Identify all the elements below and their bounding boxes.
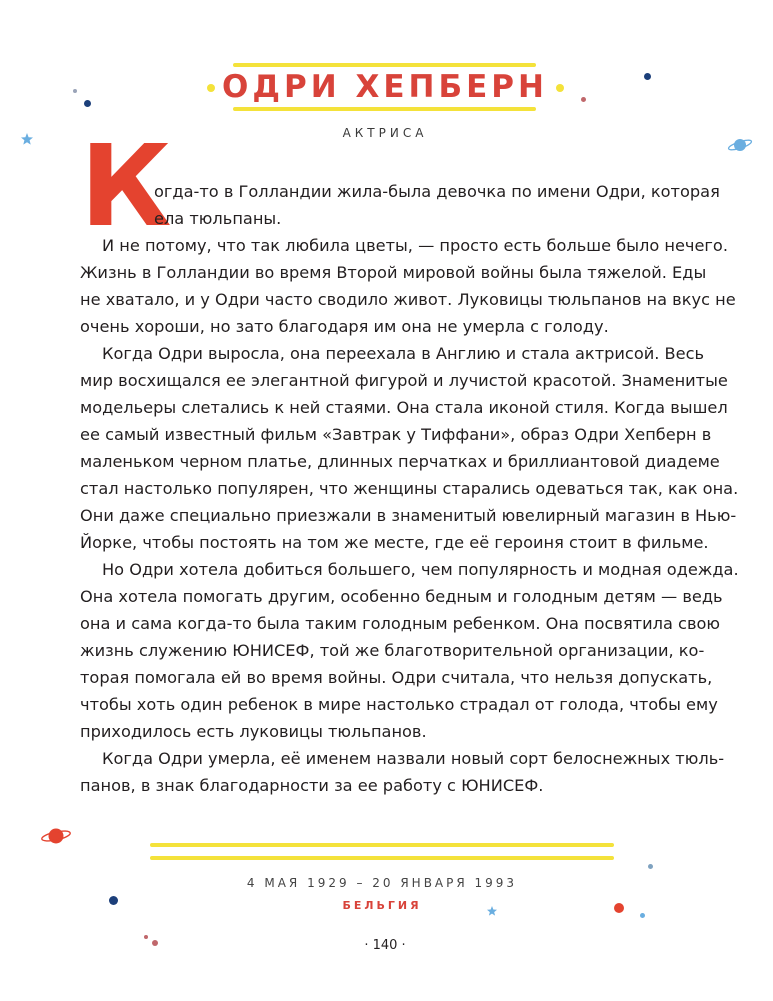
saturn-icon xyxy=(727,136,753,154)
country-label: БЕЛЬГИЯ xyxy=(342,899,422,912)
text-line: Жизнь в Голландии во время Второй мировой войны была тяжелой. Еды xyxy=(80,263,707,282)
text-line: модельеры слетались к ней стаями. Она стала иконой стиля. Когда вышел xyxy=(80,398,728,417)
planet-dot-icon xyxy=(84,100,91,107)
saturn-icon xyxy=(40,825,72,847)
footer-rule-top xyxy=(150,843,614,847)
page-number: · 140 · xyxy=(364,938,406,953)
text-line: чтобы хоть один ребенок в мире настолько страдал от голода, чтобы ему xyxy=(80,695,718,714)
text-line: очень хороши, но зато благодаря им она не умерла с голоду. xyxy=(80,317,609,336)
title-rule-top xyxy=(233,63,536,67)
story-text xyxy=(80,178,739,799)
bullet-dot-icon xyxy=(556,84,564,92)
title-rule-bottom xyxy=(233,107,536,111)
star-dot-icon xyxy=(144,935,148,939)
footer-rule-bottom xyxy=(150,856,614,860)
text-line: И не потому, что так любила цветы, — просто есть больше было нечего. xyxy=(102,236,728,255)
star-dot-icon xyxy=(152,940,158,946)
star-dot-icon xyxy=(648,864,653,869)
star-dot-icon xyxy=(581,97,586,102)
page-title: ОДРИ ХЕПБЕРН xyxy=(222,69,548,105)
text-line: не хватало, и у Одри часто сводило живот. Луковицы тюльпанов на вкус не xyxy=(80,290,736,309)
planet-dot-icon xyxy=(644,73,651,80)
life-dates: 4 МАЯ 1929 – 20 ЯНВАРЯ 1993 xyxy=(246,876,518,890)
text-line: огда-то в Голландии жила-была девочка по имени Одри, которая xyxy=(154,182,720,201)
text-line: Когда Одри выросла, она переехала в Англию и стала актрисой. Весь xyxy=(102,344,705,363)
text-line: панов, в знак благодарности за ее работу с ЮНИСЕФ. xyxy=(80,776,544,795)
planet-dot-icon xyxy=(614,903,624,913)
text-line: Йорке, чтобы постоять на том же месте, где её героиня стоит в фильме. xyxy=(80,533,709,552)
planet-dot-icon xyxy=(109,896,118,905)
text-line: стал настолько популярен, что женщины старались одеваться так, как она. xyxy=(80,479,739,498)
text-line: приходилось есть луковицы тюльпанов. xyxy=(80,722,427,741)
text-line: ела тюльпаны. xyxy=(154,209,282,228)
text-line: Они даже специально приезжали в знаменитый ювелирный магазин в Нью- xyxy=(80,506,737,525)
text-line: ее самый известный фильм «Завтрак у Тиффани», образ Одри Хепберн в xyxy=(80,425,712,444)
star-dot-icon xyxy=(73,89,77,93)
star-icon xyxy=(21,133,33,145)
drop-cap: К xyxy=(80,122,172,252)
text-line: жизнь служению ЮНИСЕФ, той же благотворительной организации, ко- xyxy=(80,641,705,660)
text-line: Когда Одри умерла, её именем назвали новый сорт белоснежных тюль- xyxy=(102,749,725,768)
text-line: Но Одри хотела добиться большего, чем популярность и модная одежда. xyxy=(102,560,739,579)
text-line: торая помогала ей во время войны. Одри считала, что нельзя допускать, xyxy=(80,668,713,687)
text-line: она и сама когда-то была таким голодным ребенком. Она посвятила свою xyxy=(80,614,721,633)
text-line: маленьком черном платье, длинных перчатках и бриллиантовой диадеме xyxy=(80,452,720,471)
star-dot-icon xyxy=(640,913,645,918)
page-subtitle: АКТРИСА xyxy=(342,126,428,140)
text-line: мир восхищался ее элегантной фигурой и лучистой красотой. Знаменитые xyxy=(80,371,728,390)
text-line: Она хотела помогать другим, особенно бедным и голодным детям — ведь xyxy=(80,587,723,606)
